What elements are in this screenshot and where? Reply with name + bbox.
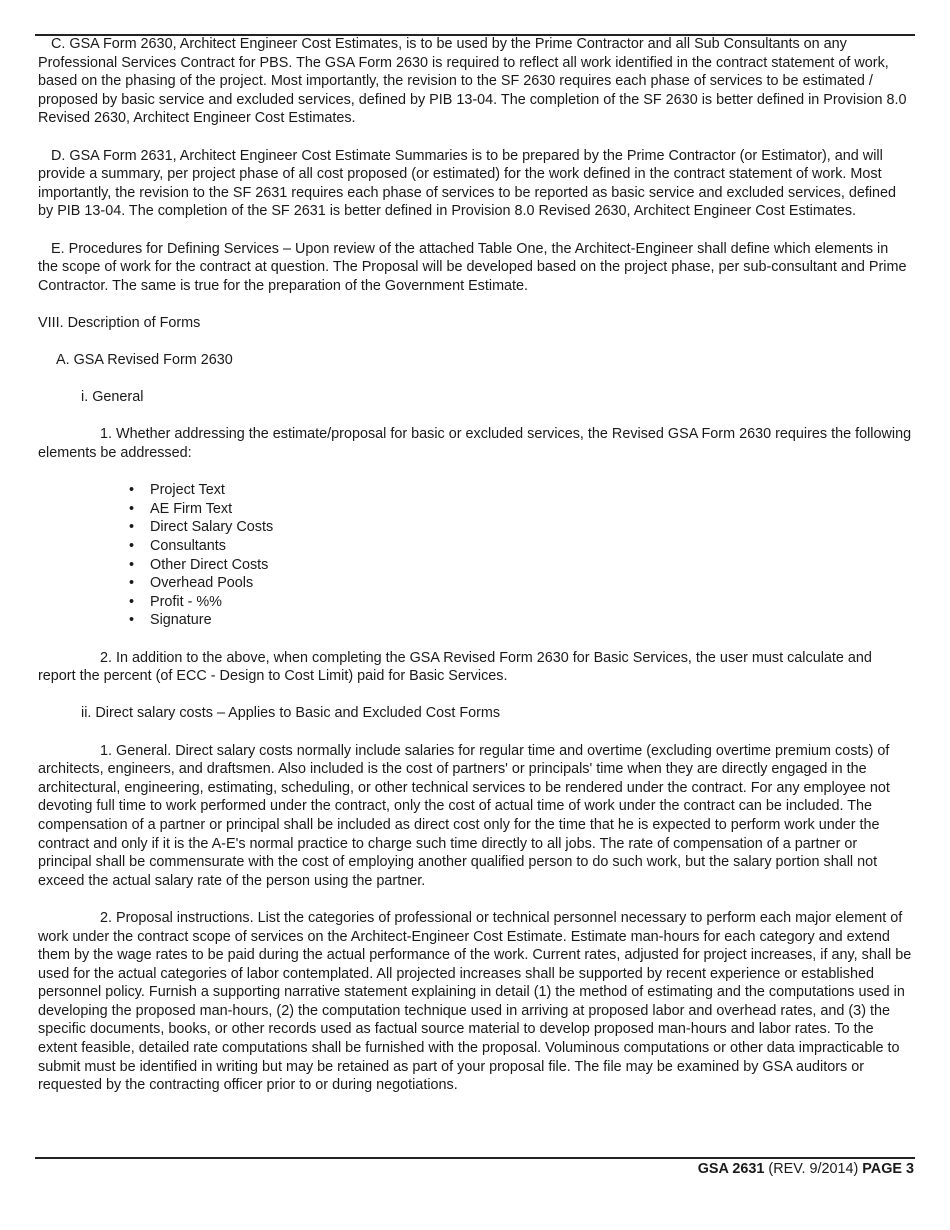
list-item: • Signature <box>129 611 912 630</box>
list-item: • Consultants <box>129 537 912 556</box>
heading-viii: VIII. Description of Forms <box>38 314 201 331</box>
section-e: E. Procedures for Defining Services – Upon review of the attached Table One, the Architect-Engineer shall define which elements in the scope of work for the contract at question. The Proposal will be developed based on the project phase, per sub-consultant and Prime Contractor. The same is true for the preparation of the Government Estimate. <box>38 240 907 294</box>
section-d: D. GSA Form 2631, Architect Engineer Cost Estimate Summaries is to be prepared by the Prime Contractor (or Estimator), and will provide a summary, per project phase of all cost proposed (or estimated) for the work defined in the contract statement of work. Most importantly, the revision to the SF 2631 requires each phase of services to be reported as basic service and excluded services, defined by PIB 13-04. The completion of the SF 2631 is better defined in Provision 8.0 Revised 2630, Architect Engineer Cost Estimates. <box>38 147 897 220</box>
footer-revision: (REV. 9/2014) <box>764 1161 863 1177</box>
heading-a: A. GSA Revised Form 2630 <box>56 352 233 369</box>
footer-page-number: PAGE 3 <box>862 1161 914 1177</box>
heading-i: i. General <box>81 389 144 406</box>
section-c: C. GSA Form 2630, Architect Engineer Cost Estimates, is to be used by the Prime Contractor and all Sub Consultants on any Professional Services Contract for PBS. The GSA Form 2630 is required to reflect all work identified in the contract statement of work, based on the phasing of the project. Most importantly, the revision to the SF 2630 requires each phase of services to be estimated / proposed by basic service and excluded services, defined by PIB 13-04. The completion of the SF 2630 is better defined in Provision 8.0 Revised 2630, Architect Engineer Cost Estimates. <box>38 36 907 127</box>
document-body <box>38 35 912 1095</box>
paragraph-i-2: 2. In addition to the above, when completing the GSA Revised Form 2630 for Basic Services, the user must calculate and report the percent (of ECC - Design to Cost Limit) paid for Basic Services. <box>38 649 872 685</box>
list-item: • AE Firm Text <box>129 500 912 519</box>
paragraph-ii-1: 1. General. Direct salary costs normally include salaries for regular time and overtime (excluding overtime premium costs) of architects, engineers, and draftsmen. Also included is the cost of partners' or principals' time when they are directly engaged in the architectural, engineering, estimating, scheduling, or other technical services to be rendered under the contract. For any employee not devoting full time to work performed under the contract, only the cost of actual time of work under the contract can be included. The compensation of a partner or principal shall be included as direct cost only for the time that he is expected to perform work under the contract and only if it is the A-E's normal practice to charge such time directly to all jobs. The rate of compensation of a partner or principal shall be commensurate with the cost of employing another qualified person to do such work, but the salary portion shall not exceed the actual salary rate of the person using the partner. <box>38 742 890 889</box>
paragraph-i-1: 1. Whether addressing the estimate/proposal for basic or excluded services, the Revised GSA Form 2630 requires the following elements be addressed: <box>38 426 912 462</box>
footer-form-number: GSA 2631 <box>697 1161 765 1177</box>
list-item: • Project Text <box>129 481 912 500</box>
paragraph-ii-2: 2. Proposal instructions. List the categories of professional or technical personnel necessary to perform each major element of work under the contract scope of services on the Architect-Engineer Cost Estimate. Estimate man-hours for each category and extend them by the wage rates to be paid during the actual performance of the work. Current rates, adjusted for project increases, if any, shall be used for the actual categories of labor contemplated. All projected increases shall be supported by recent experience or established personnel policy. Furnish a supporting narrative statement explaining in detail (1) the method of estimating and the computations used in developing the proposed man-hours, (2) the computation technique used in arriving at proposed labor and overhead rates, and (3) the specific documents, books, or other records used as factual source material to develop proposed man-hours and labor rates. To the extent feasible, detailed rate computations shall be furnished with the proposal. Voluminous computations or other data impracticable to submit must be identified in writing but may be retained as part of your proposal file. The file may be examined by GSA auditors or requested by the contracting officer prior to or during negotiations. <box>38 909 912 1094</box>
bottom-rule <box>35 1157 915 1159</box>
heading-ii: ii. Direct salary costs – Applies to Basic and Excluded Cost Forms <box>81 705 501 722</box>
list-item: • Other Direct Costs <box>129 556 912 575</box>
list-item: • Profit - %% <box>129 593 912 612</box>
page-footer <box>698 1160 914 1178</box>
list-item: • Overhead Pools <box>129 574 912 593</box>
list-item: • Direct Salary Costs <box>129 518 912 537</box>
bullet-list <box>38 481 912 630</box>
